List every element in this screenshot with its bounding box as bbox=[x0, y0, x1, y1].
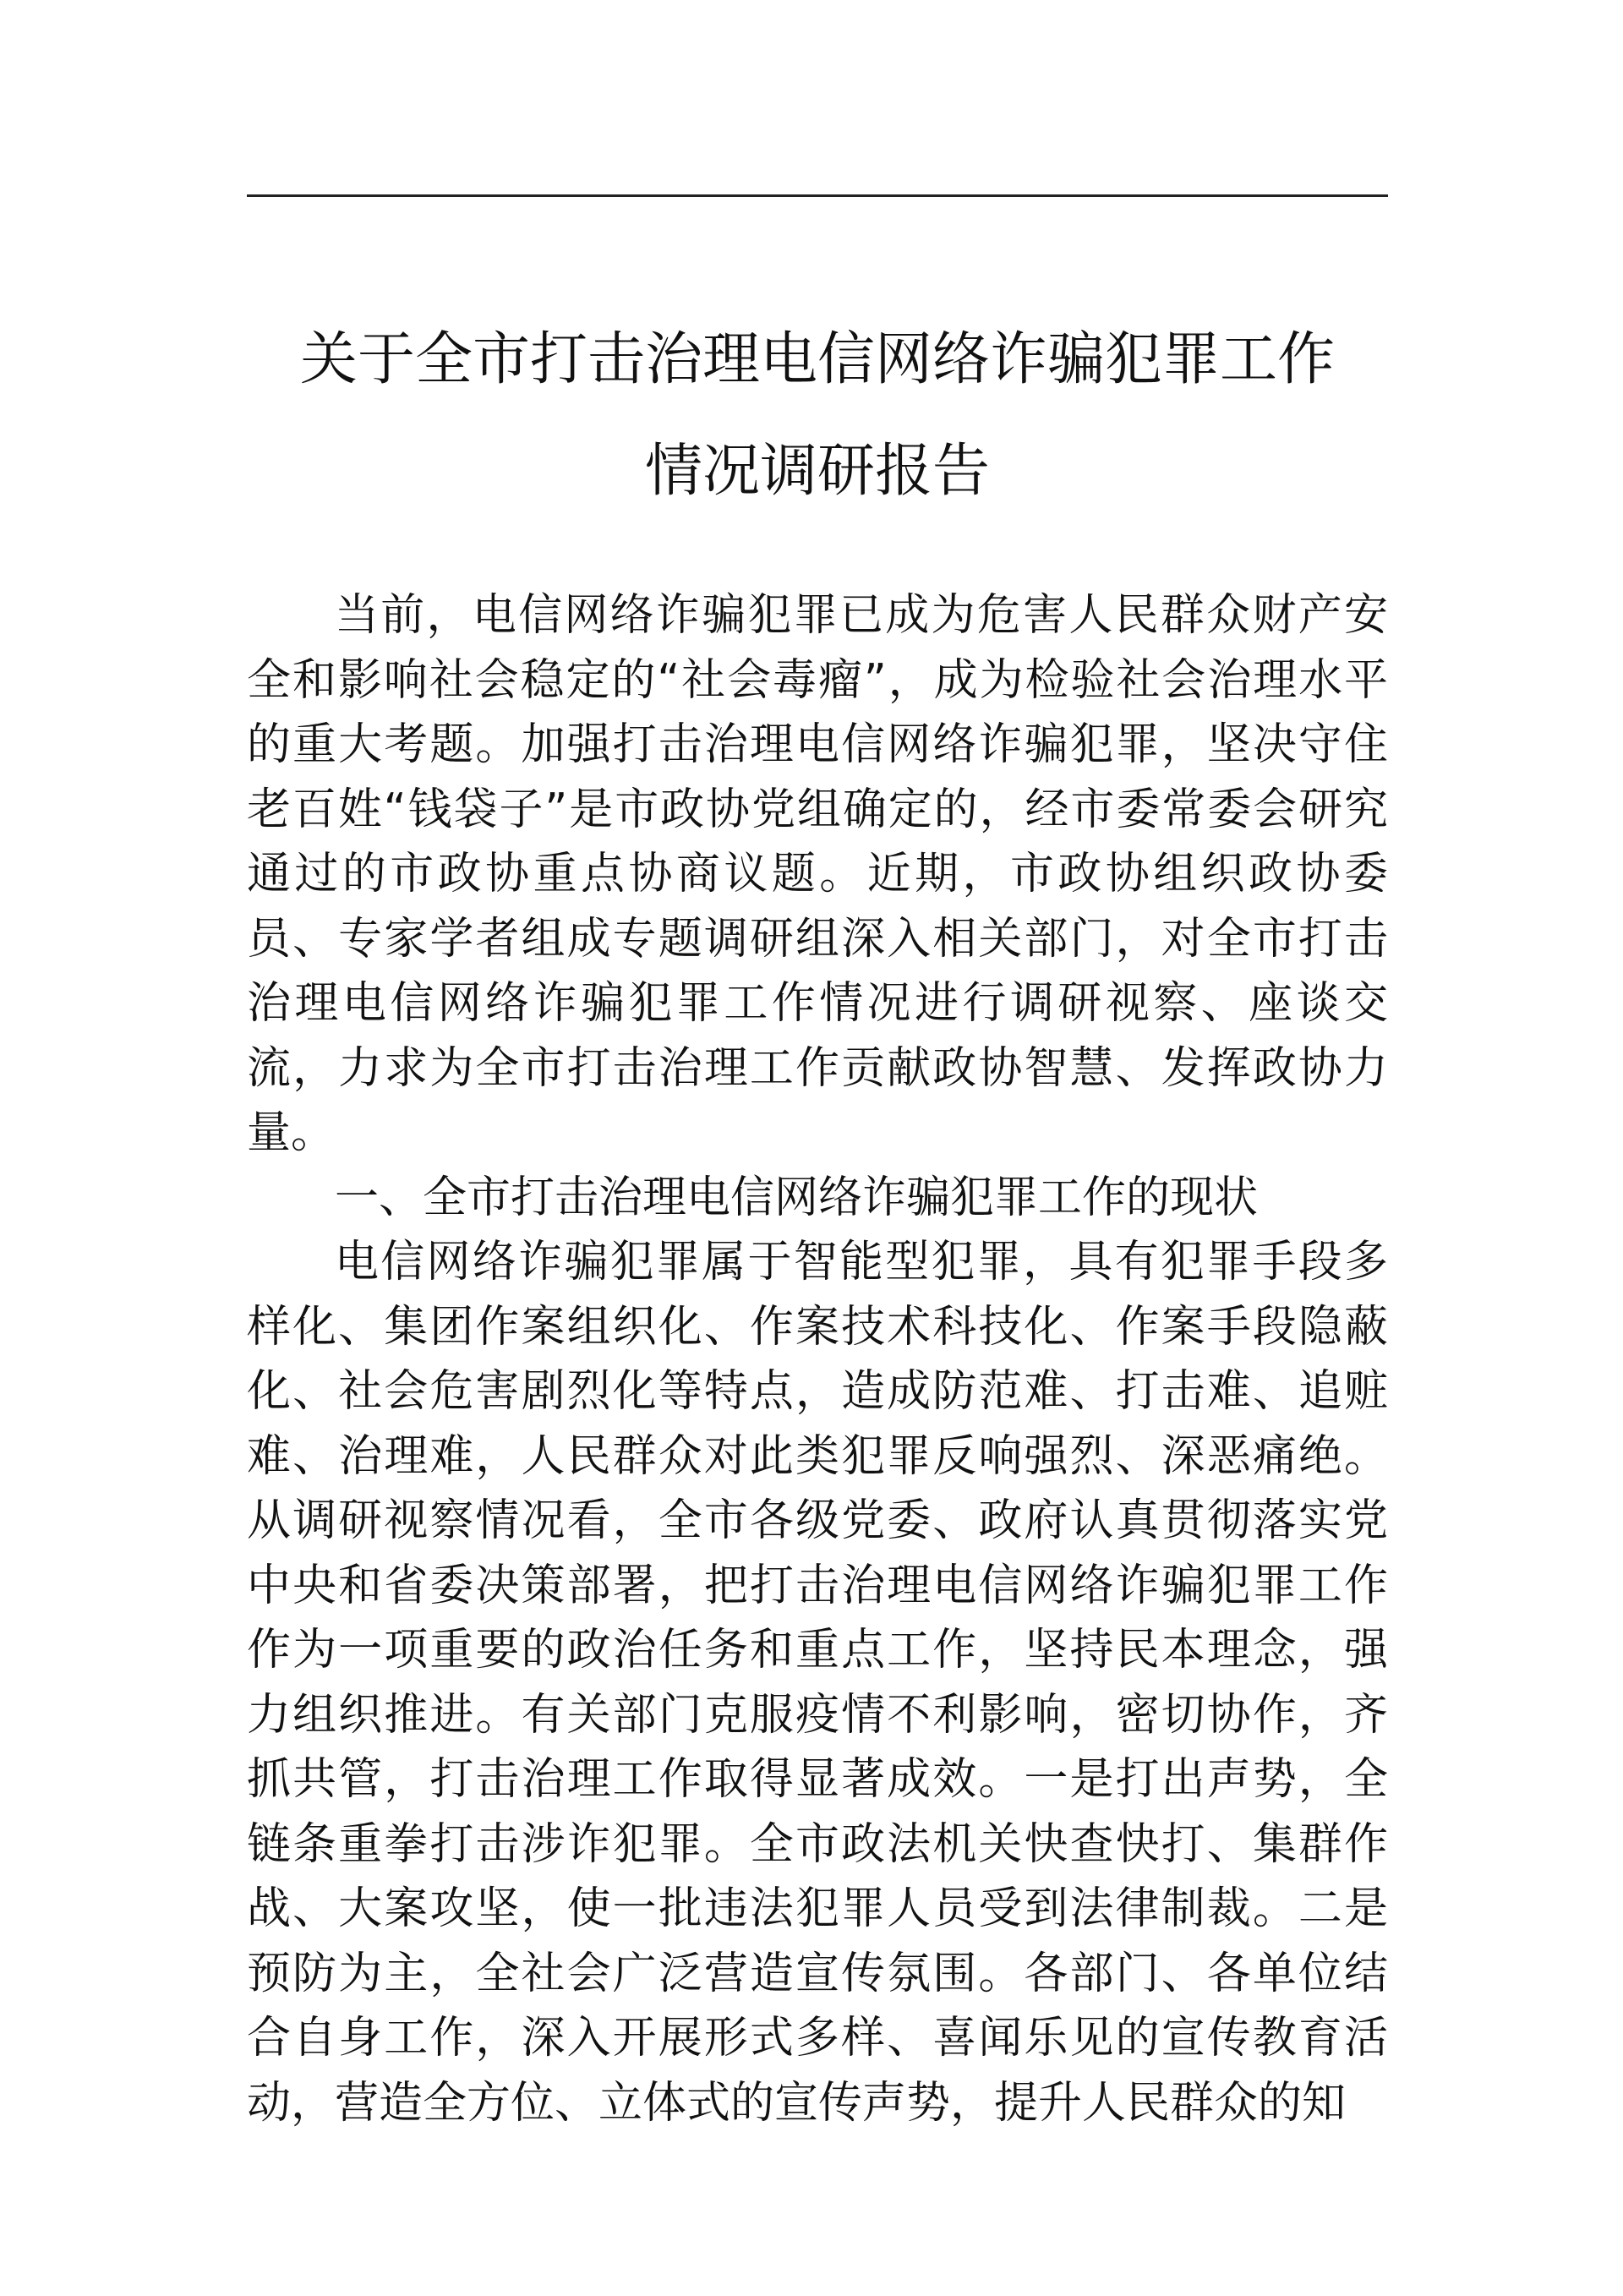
title-line-2: 情况调研报告 bbox=[644, 438, 990, 505]
intro-paragraph: 当前，电信网络诈骗犯罪已成为危害人民群众财产安全和影响社会稳定的“社会毒瘤”，成为检验社会治理水平的重大考题。加强打击治理电信网络诈骗犯罪，坚决守住老百姓“钱袋子”是市政协党组确定的，经市委常委会研究通过的市政协重点协商议题。近期，市政协组织政协委员、专家学者组成专题调研组深入相关部门，对全市打击治理电信网络诈骗犯罪工作情况进行调研视察、座谈交流，力求为全市打击治理工作贡献政协智慧、发挥政协力量。 bbox=[247, 590, 1388, 1158]
section-heading: 一、全市打击治理电信网络诈骗犯罪工作的现状 bbox=[335, 1172, 1259, 1223]
title-line-1: 关于全市打击治理电信网络诈骗犯罪工作 bbox=[299, 326, 1335, 393]
header-rule bbox=[247, 194, 1388, 197]
section-paragraph: 电信网络诈骗犯罪属于智能型犯罪，具有犯罪手段多样化、集团作案组织化、作案技术科技化、作案手段隐蔽化、社会危害剧烈化等特点，造成防范难、打击难、追赃难、治理难，人民群众对此类犯罪反响强烈、深恶痛绝。从调研视察情况看，全市各级党委、政府认真贯彻落实党中央和省委决策部署，把打击治理电信网络诈骗犯罪工作作为一项重要的政治任务和重点工作，坚持民本理念，强力组织推进。有关部门克服疫情不利影响，密切协作，齐抓共管，打击治理工作取得显著成效。一是打出声势，全链条重拳打击涉诈犯罪。全市政法机关快查快打、集群作战、大案攻坚，使一批违法犯罪人员受到法律制裁。二是预防为主，全社会广泛营造宣传氛围。各部门、各单位结合自身工作，深入开展形式多样、喜闻乐见的宣传教育活动，营造全方位、立体式的宣传声势，提升人民群众的知 bbox=[247, 1237, 1388, 2129]
document-title bbox=[247, 304, 1388, 528]
document-body bbox=[247, 583, 1388, 2135]
